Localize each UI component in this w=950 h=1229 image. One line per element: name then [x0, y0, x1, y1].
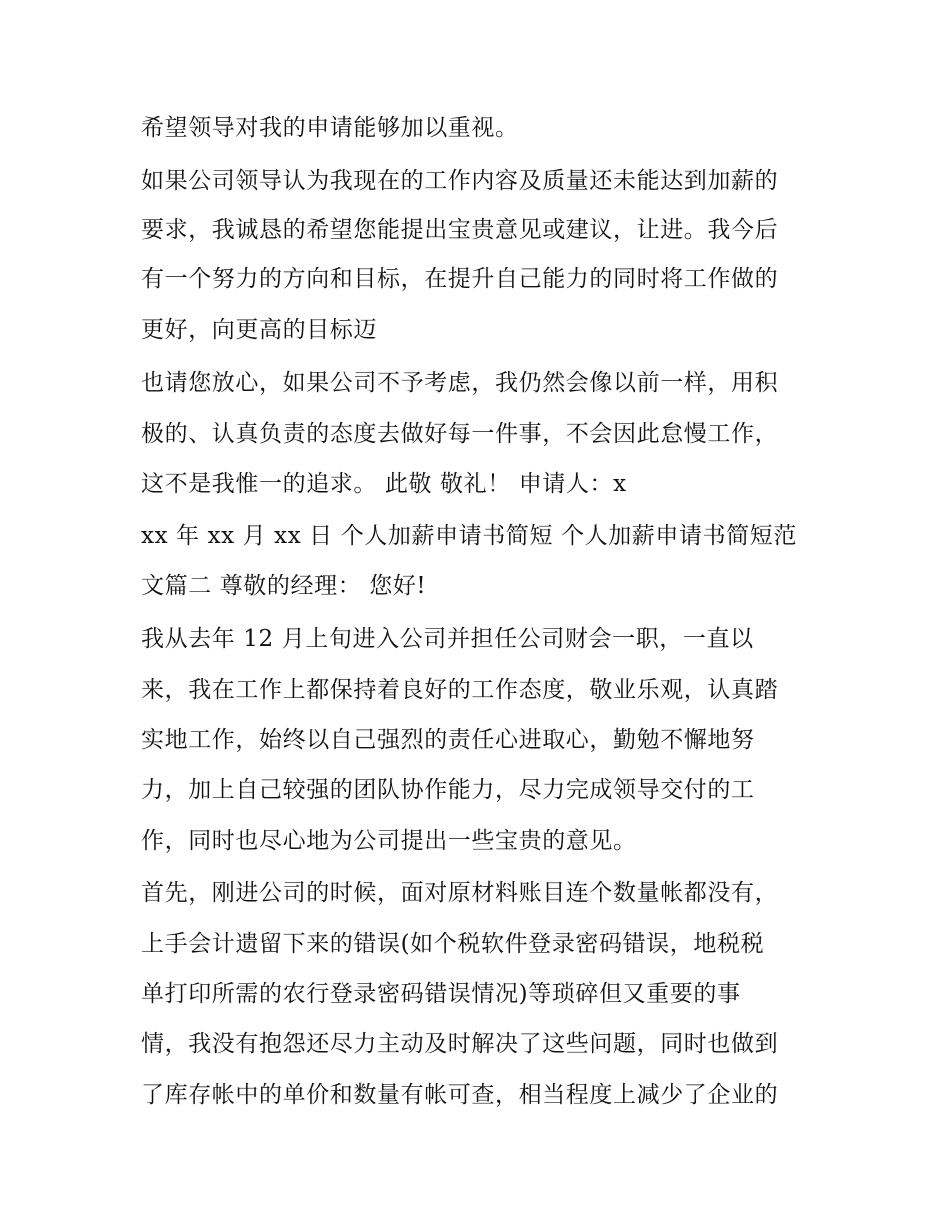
text-line: 情，我没有抱怨还尽力主动及时解决了这些问题，同时也做到 [141, 1031, 779, 1057]
text-line: 更好，向更高的目标迈 [141, 317, 377, 343]
text-line: 有一个努力的方向和目标，在提升自己能力的同时将工作做的 [141, 266, 779, 292]
text-line: 首先，刚进公司的时候，面对原材料账目连个数量帐都没有， [141, 880, 779, 906]
text-line: xx 年 xx 月 xx 日 个人加薪申请书简短 个人加薪申请书简短范 [141, 523, 798, 549]
text-line: 了库存帐中的单价和数量有帐可查，相当程度上减少了企业的 [141, 1082, 779, 1108]
text-line: 文篇二 尊敬的经理： 您好! [141, 573, 427, 599]
text-line: 实地工作，始终以自己强烈的责任心进取心，勤勉不懈地努 [141, 727, 755, 753]
text-line: 作，同时也尽心地为公司提出一些宝贵的意见。 [141, 828, 637, 854]
text-line: 如果公司领导认为我现在的工作内容及质量还未能达到加薪的 [141, 168, 779, 194]
text-line: 希望领导对我的申请能够加以重视。 [141, 115, 519, 141]
text-line: 上手会计遗留下来的错误(如个税软件登录密码错误，地税税 [141, 931, 765, 957]
text-line: 极的、认真负责的态度去做好每一件事，不会因此怠慢工作， [141, 421, 779, 447]
text-line: 力，加上自己较强的团队协作能力，尽力完成领导交付的工 [141, 777, 755, 803]
text-line: 我从去年 12 月上旬进入公司并担任公司财会一职，一直以 [141, 626, 754, 652]
text-line: 要求，我诚恳的希望您能提出宝贵意见或建议，让进。我今后 [141, 217, 779, 243]
text-line: 也请您放心，如果公司不予考虑，我仍然会像以前一样，用积 [141, 370, 779, 396]
text-line: 来，我在工作上都保持着良好的工作态度，敬业乐观，认真踏 [141, 677, 779, 703]
text-line: 这不是我惟一的追求。 此敬 敬礼！ 申请人：x [141, 471, 627, 497]
text-line: 单打印所需的农行登录密码错误情况)等琐碎但又重要的事 [141, 981, 741, 1007]
